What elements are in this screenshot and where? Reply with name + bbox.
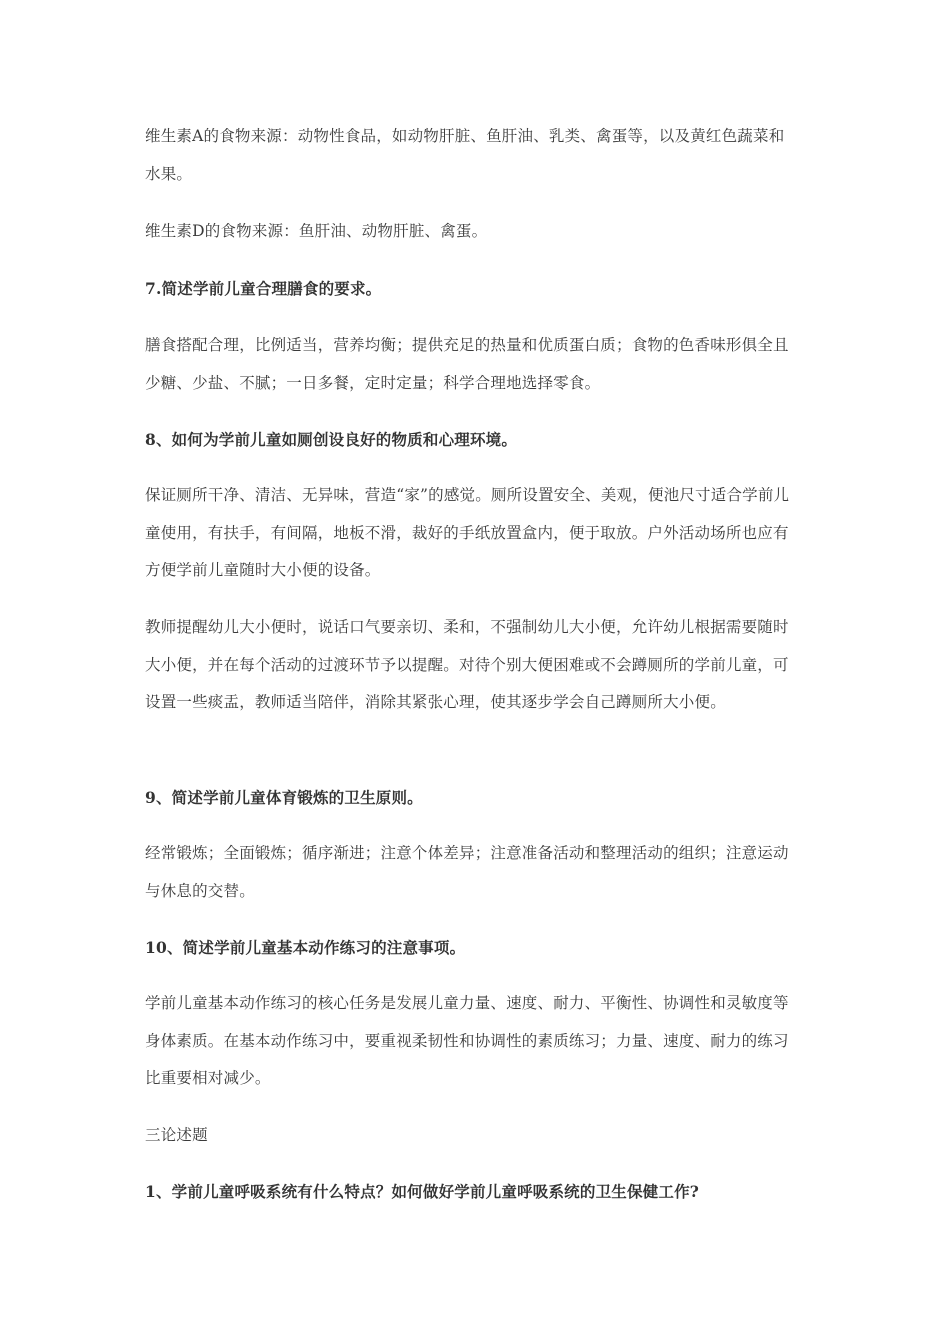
question-7-heading: 7.简述学前儿童合理膳食的要求。 — [145, 279, 382, 298]
question-10-answer: 学前儿童基本动作练习的核心任务是发展儿童力量、速度、耐力、平衡性、协调性和灵敏度等身体素质。在基本动作练习中，要重视柔韧性和协调性的素质练习；力量、速度、耐力的练习比重要相对减少。 — [145, 994, 789, 1087]
section-3-question-1-heading: 1、学前儿童呼吸系统有什么特点？如何做好学前儿童呼吸系统的卫生保健工作? — [145, 1182, 700, 1201]
vitamin-a-paragraph: 维生素A的食物来源：动物性食品，如动物肝脏、鱼肝油、乳类、禽蛋等，以及黄红色蔬菜和水果。 — [145, 127, 785, 183]
question-8-answer-paragraph-1: 保证厕所干净、清洁、无异味，营造“家”的感觉。厕所设置安全、美观，便池尺寸适合学前儿童使用，有扶手，有间隔，地板不滑，裁好的手纸放置盒内，便于取放。户外活动场所也应有方便学前儿童随时大小便的设备。 — [145, 486, 790, 579]
section-3-heading: 三论述题 — [145, 1126, 208, 1144]
question-9-heading: 9、简述学前儿童体育锻炼的卫生原则。 — [145, 788, 423, 807]
question-8-heading: 8、如何为学前儿童如厕创设良好的物质和心理环境。 — [145, 430, 518, 449]
vitamin-d-paragraph: 维生素D的食物来源：鱼肝油、动物肝脏、禽蛋。 — [145, 222, 488, 240]
question-8-answer-paragraph-2: 教师提醒幼儿大小便时，说话口气要亲切、柔和，不强制幼儿大小便，允许幼儿根据需要随时大小便，并在每个活动的过渡环节予以提醒。对待个别大便困难或不会蹲厕所的学前儿童，可设置一些痰盂，教师适当陪伴，消除其紧张心理，使其逐步学会自己蹲厕所大小便。 — [145, 618, 789, 711]
question-7-answer: 膳食搭配合理，比例适当，营养均衡；提供充足的热量和优质蛋白质；食物的色香味形俱全且少糖、少盐、不腻；一日多餐，定时定量；科学合理地选择零食。 — [145, 336, 789, 392]
question-9-answer: 经常锻炼；全面锻炼；循序渐进；注意个体差异；注意准备活动和整理活动的组织；注意运动与休息的交替。 — [145, 844, 789, 900]
question-10-heading: 10、简述学前儿童基本动作练习的注意事项。 — [145, 938, 466, 957]
